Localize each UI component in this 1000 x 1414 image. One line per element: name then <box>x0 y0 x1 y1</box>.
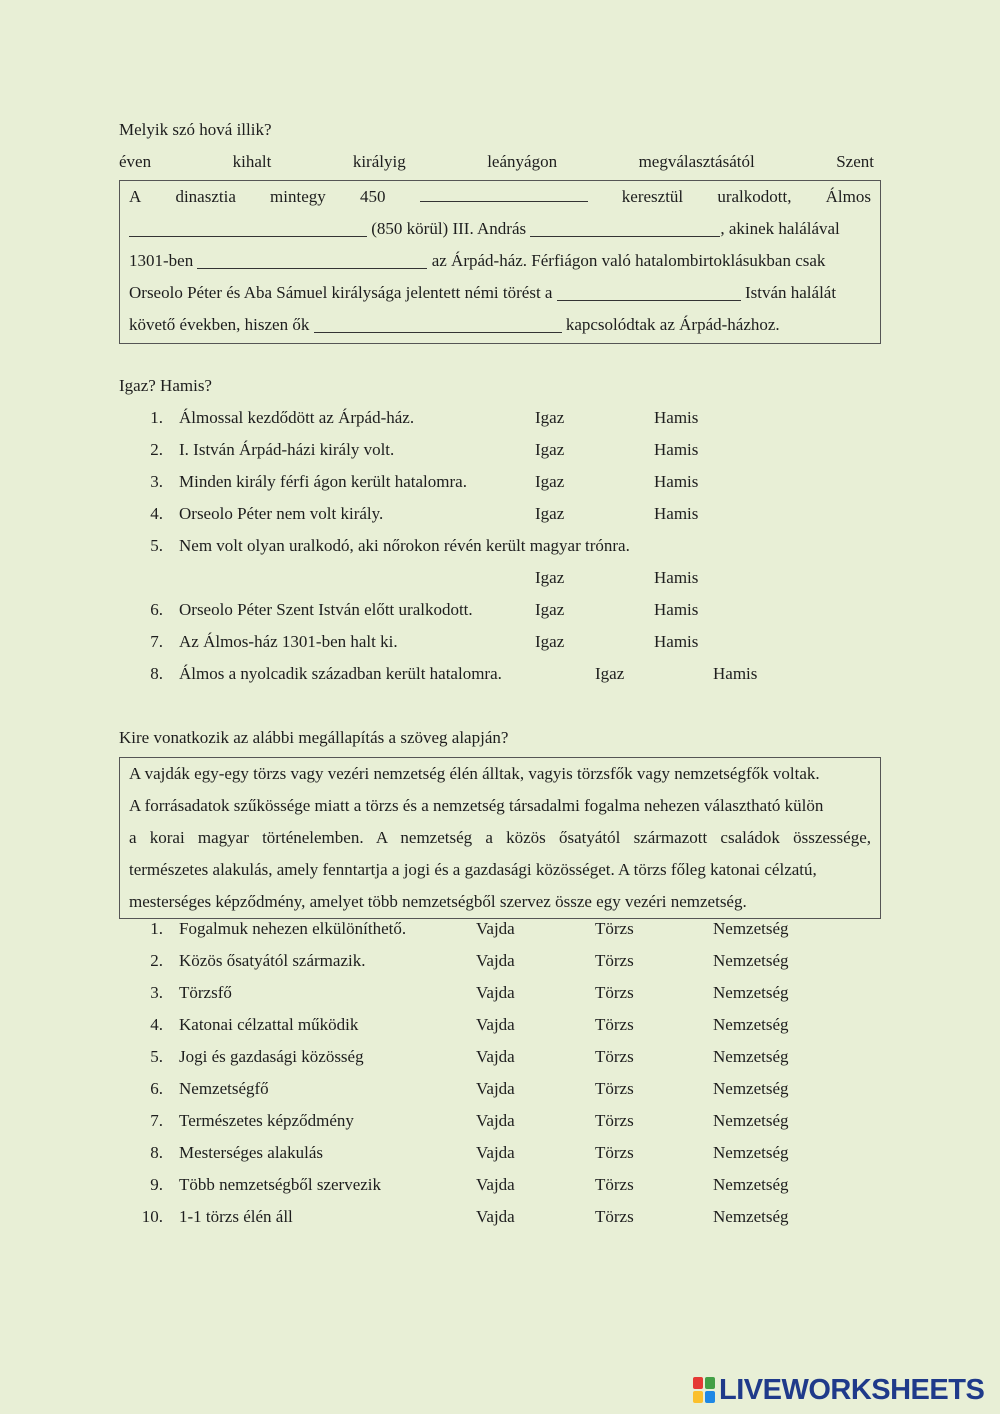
word-bank-item[interactable]: leányágon <box>487 152 558 171</box>
answer-option[interactable]: Nemzetség <box>713 1175 789 1194</box>
answer-option[interactable]: Törzs <box>595 983 634 1002</box>
word-bank-item[interactable]: megválasztásától <box>638 152 755 171</box>
answer-option[interactable]: Vajda <box>476 1047 515 1066</box>
answer-option[interactable]: Nemzetség <box>713 1143 789 1162</box>
false-option[interactable]: Hamis <box>654 504 699 523</box>
fill-in-passage-box <box>119 180 881 344</box>
section1-heading: Melyik szó hová illik? <box>119 120 272 139</box>
passage-line-3: 1301-ben az Árpád-ház. Férfiágon való hatalombirtoklásukban csak <box>129 245 871 277</box>
answer-option[interactable]: Nemzetség <box>713 1079 789 1098</box>
word-bank-item[interactable]: királyig <box>352 152 406 171</box>
true-option[interactable]: Igaz <box>535 504 565 523</box>
answer-option[interactable]: Törzs <box>595 1015 634 1034</box>
passage-line: mesterséges képződmény, amelyet több nemzetségből szervez össze egy vezéri nemzetség. <box>129 892 747 911</box>
passage-line: A vajdák egy-egy törzs vagy vezéri nemzetség élén álltak, vagyis törzsfők vagy nemzetségfők voltak. <box>129 764 820 783</box>
answer-option[interactable]: Törzs <box>595 1175 634 1194</box>
false-option[interactable]: Hamis <box>654 568 699 587</box>
answer-option[interactable]: Vajda <box>476 983 515 1002</box>
passage-line-2: (850 körül) III. András , akinek halálával <box>129 213 871 245</box>
false-option[interactable]: Hamis <box>654 440 699 459</box>
word-bank-item[interactable]: kihalt <box>232 152 272 171</box>
false-option[interactable]: Hamis <box>654 408 699 427</box>
blank-field-1[interactable] <box>420 181 588 202</box>
blank-field-2[interactable] <box>129 216 367 237</box>
blank-field-3[interactable] <box>530 216 720 237</box>
true-option[interactable]: Igaz <box>535 408 565 427</box>
answer-option[interactable]: Törzs <box>595 1079 634 1098</box>
false-option[interactable]: Hamis <box>654 632 699 651</box>
word-bank <box>119 146 874 178</box>
true-option[interactable]: Igaz <box>535 600 565 619</box>
answer-option[interactable]: Törzs <box>595 1143 634 1162</box>
reading-passage-box <box>119 757 881 919</box>
answer-option[interactable]: Nemzetség <box>713 1015 789 1034</box>
answer-option[interactable]: Vajda <box>476 951 515 970</box>
passage-line: A forrásadatok szűkössége miatt a törzs és a nemzetség társadalmi fogalma nehezen választható külön <box>129 796 824 815</box>
answer-option[interactable]: Vajda <box>476 1175 515 1194</box>
answer-option[interactable]: Törzs <box>595 1047 634 1066</box>
section3-heading: Kire vonatkozik az alábbi megállapítás a szöveg alapján? <box>119 728 509 747</box>
answer-option[interactable]: Vajda <box>476 1079 515 1098</box>
false-option[interactable]: Hamis <box>654 472 699 491</box>
true-option[interactable]: Igaz <box>535 440 565 459</box>
liveworksheets-logo <box>693 1374 984 1406</box>
passage-line: a korai magyar történelemben. A nemzetség a közös ősatyától származott családok összessége, <box>129 828 871 847</box>
logo-text: LIVEWORKSHEETS <box>719 1373 985 1406</box>
logo-mark-icon <box>693 1377 715 1403</box>
answer-option[interactable]: Nemzetség <box>713 1047 789 1066</box>
section2-heading: Igaz? Hamis? <box>119 376 212 395</box>
answer-option[interactable]: Nemzetség <box>713 1111 789 1130</box>
false-option[interactable]: Hamis <box>654 600 699 619</box>
answer-option[interactable]: Törzs <box>595 1111 634 1130</box>
true-option[interactable]: Igaz <box>535 632 565 651</box>
passage-line-5: követő években, hiszen ők kapcsolódtak az Árpád-házhoz. <box>129 309 871 341</box>
passage-line: természetes alakulás, amely fenntartja a jogi és a gazdasági közösséget. A törzs főleg katonai célzatú, <box>129 860 817 879</box>
answer-option[interactable]: Nemzetség <box>713 983 789 1002</box>
passage-line-1: A dinasztia mintegy 450 keresztül uralkodott, Álmos <box>129 181 871 213</box>
answer-option[interactable]: Vajda <box>476 919 515 938</box>
answer-option[interactable]: Törzs <box>595 951 634 970</box>
answer-option[interactable]: Vajda <box>476 1111 515 1130</box>
true-option[interactable]: Igaz <box>595 664 625 683</box>
true-option[interactable]: Igaz <box>535 568 565 587</box>
blank-field-5[interactable] <box>557 280 741 301</box>
true-option[interactable]: Igaz <box>535 472 565 491</box>
answer-option[interactable]: Vajda <box>476 1143 515 1162</box>
word-bank-item[interactable]: éven <box>119 152 152 171</box>
answer-option[interactable]: Nemzetség <box>713 1207 789 1226</box>
answer-option[interactable]: Törzs <box>595 919 634 938</box>
blank-field-4[interactable] <box>197 248 427 269</box>
answer-option[interactable]: Törzs <box>595 1207 634 1226</box>
answer-option[interactable]: Vajda <box>476 1015 515 1034</box>
answer-option[interactable]: Nemzetség <box>713 919 789 938</box>
blank-field-6[interactable] <box>314 312 562 333</box>
false-option[interactable]: Hamis <box>713 664 758 683</box>
word-bank-item[interactable]: Szent <box>836 152 874 171</box>
passage-line-4: Orseolo Péter és Aba Sámuel királysága jelentett némi törést a István halálát <box>129 277 871 309</box>
answer-option[interactable]: Vajda <box>476 1207 515 1226</box>
answer-option[interactable]: Nemzetség <box>713 951 789 970</box>
